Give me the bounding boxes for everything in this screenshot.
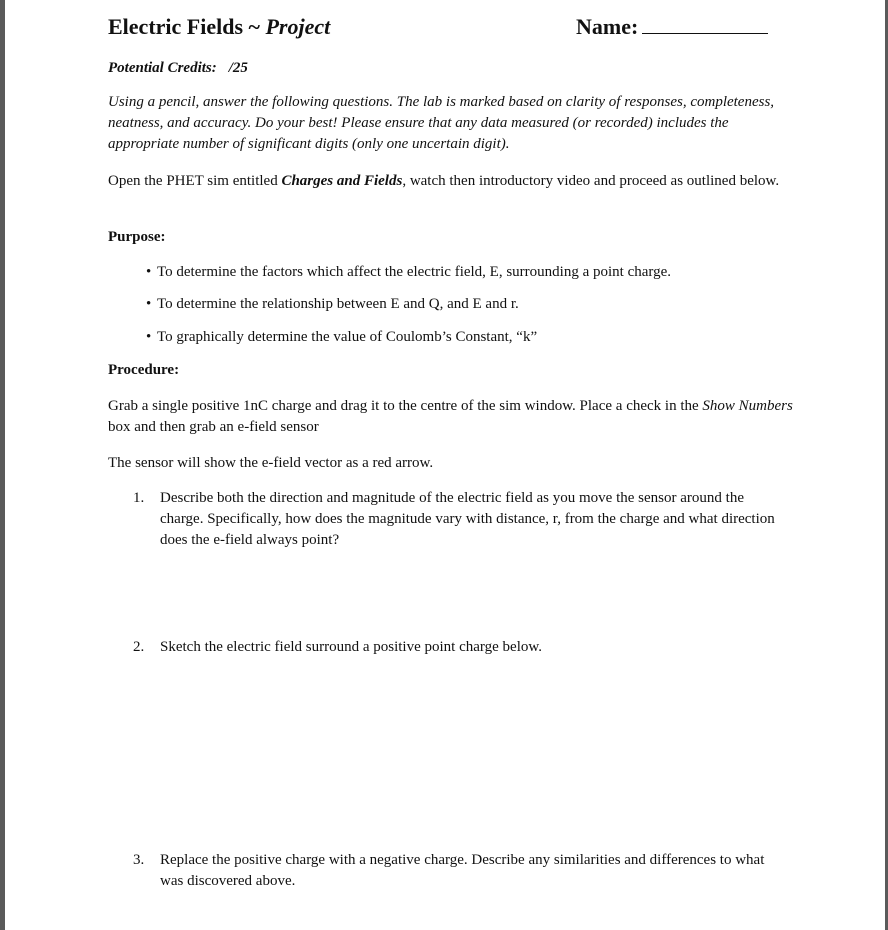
bullet-icon: • [146,264,152,280]
purpose-item [146,329,537,346]
question-number: 1. [133,490,145,506]
purpose-item-text: To determine the relationship between E and Q, and E and r. [157,296,519,312]
instructions-paragraph: Using a pencil, answer the following questions. The lab is marked based on clarity of responses, completeness, neatness, and accuracy. Do your best! Please ensure that any data measured (or recorded) includes the appropriate number of significant digits (only one uncertain digit). [108,94,775,152]
sensor-paragraph: The sensor will show the e-field vector as a red arrow. [108,455,434,471]
purpose-item-text: To determine the factors which affect the electric field, E, surrounding a point charge. [157,264,672,280]
sim-name: Charges and Fields [281,173,403,189]
question-number: 3. [133,852,145,868]
procedure-heading: Procedure: [108,362,180,378]
procedure-paragraph [108,396,798,438]
page-title [108,14,330,40]
procedure-text-b: box and then grab an e-field sensor [108,419,319,435]
name-label: Name: [576,14,639,39]
question-text: Describe both the direction and magnitude of the electric field as you move the sensor around the charge. Specifically, how does the magnitude vary with distance, r, from the charge and what direction does the e-field always point? [160,490,775,548]
question-1 [133,488,793,552]
question-3 [133,850,793,894]
credits-label: Potential Credits: [108,60,217,76]
title-main: Electric Fields ~ [108,14,266,39]
document-page [5,0,885,930]
purpose-item [146,296,519,313]
show-numbers-label: Show Numbers [702,398,793,414]
question-number: 2. [133,639,145,655]
title-italic: Project [265,14,331,39]
question-text: Sketch the electric field surround a positive point charge below. [160,639,542,655]
credits-score: /25 [228,60,248,76]
bullet-icon: • [146,296,152,312]
open-after: , watch then introductory video and proceed as outlined below. [402,173,780,189]
purpose-heading: Purpose: [108,229,166,245]
purpose-item [146,264,671,281]
open-sim-paragraph [108,171,798,192]
open-before: Open the PHET sim entitled [108,173,282,189]
name-blank-line [642,15,768,34]
question-2 [133,637,793,659]
question-text: Replace the positive charge with a negative charge. Describe any similarities and differences to what was discovered above. [160,852,765,889]
procedure-text-a: Grab a single positive 1nC charge and drag it to the centre of the sim window. Place a check in the [108,398,703,414]
name-field [576,14,768,40]
bullet-icon: • [146,329,152,345]
potential-credits [108,60,248,77]
purpose-item-text: To graphically determine the value of Coulomb’s Constant, “k” [157,329,538,345]
